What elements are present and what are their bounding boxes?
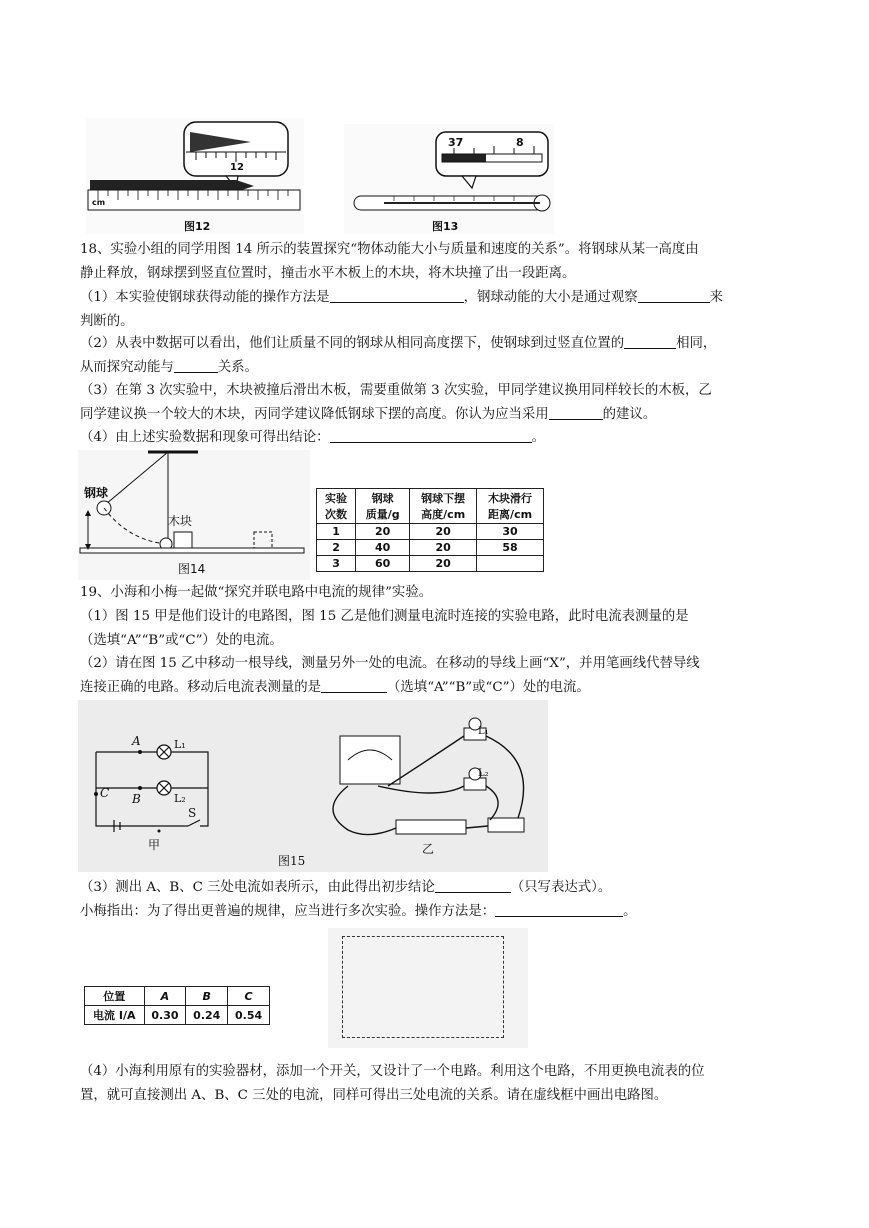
table-row bbox=[317, 540, 544, 556]
q18-line-1: 18、实验小组的同学用图 14 所示的装置探究“物体动能大小与质量和速度的关系”。将钢球从某一高度由 bbox=[80, 242, 699, 257]
table-row bbox=[317, 524, 544, 540]
table-cell: 20 bbox=[410, 524, 477, 540]
q18-part-2b bbox=[80, 358, 258, 378]
q18-p3c: 的建议。 bbox=[602, 407, 657, 422]
q18-p3b: 同学建议换一个较大的木块，丙同学建议降低钢球下摆的高度。你认为应当采用 bbox=[80, 407, 549, 422]
ruler-unit: cm bbox=[92, 198, 106, 207]
table-cell: 0.54 bbox=[228, 1006, 270, 1025]
figure-13 bbox=[344, 124, 554, 234]
q19-blank-2[interactable] bbox=[435, 878, 511, 893]
q18-part-3 bbox=[80, 405, 656, 425]
experiment-table bbox=[316, 488, 544, 572]
header-cell: 实验 次数 bbox=[317, 489, 356, 524]
header-cell: 木块滑行 距离/cm bbox=[477, 489, 544, 524]
header-cell: C bbox=[228, 987, 270, 1006]
q19-p1b: （选填“A”“B”或“C”）处的电流。 bbox=[80, 633, 283, 648]
table-cell: 40 bbox=[356, 540, 410, 556]
q19-p2a: （2）请在图 15 乙中移动一根导线，测量另外一处的电流。在移动的导线上画“X”，并用笔画线代替导线 bbox=[80, 656, 700, 671]
q18-part-4 bbox=[80, 428, 545, 448]
q19-p3c: 小梅指出：为了得出更普遍的规律，应当进行多次实验。操作方法是： bbox=[80, 904, 496, 919]
label-B: B bbox=[132, 792, 141, 806]
table-cell: 20 bbox=[410, 540, 477, 556]
dashed-frame bbox=[342, 936, 504, 1038]
q19-line-1: 19、小海和小梅一起做“探究并联电路中电流的规律”实验。 bbox=[80, 585, 433, 600]
q19-p3b: （只写表达式）。 bbox=[510, 880, 612, 895]
label-S: S bbox=[188, 806, 197, 820]
label-A: A bbox=[132, 734, 141, 748]
q19-part-3b bbox=[80, 902, 637, 922]
table-cell: 3 bbox=[317, 556, 356, 572]
table-cell: 20 bbox=[410, 556, 477, 572]
figure-14 bbox=[78, 450, 310, 580]
q19-p2b: 连接正确的电路。移动后电流表测量的是 bbox=[80, 680, 322, 695]
figure-14-caption: 图14 bbox=[178, 562, 206, 576]
q18-blank-1[interactable] bbox=[330, 288, 464, 303]
q18-blank-2[interactable] bbox=[638, 288, 710, 303]
q18-p4a: （4）由上述实验数据和现象可得出结论： bbox=[80, 430, 330, 445]
table-cell: 0.30 bbox=[144, 1006, 186, 1025]
table-cell: 电流 I/A bbox=[85, 1006, 145, 1025]
table-row bbox=[85, 1006, 270, 1025]
q18-p2a: （2）从表中数据可以看出，他们让质量不同的钢球从相同高度摆下，使钢球到过竖直位置的 bbox=[80, 336, 625, 351]
header-cell: 位置 bbox=[85, 987, 145, 1006]
table-cell: 30 bbox=[477, 524, 544, 540]
answer-box[interactable] bbox=[328, 928, 528, 1048]
q19-part-2 bbox=[80, 678, 590, 698]
q19-p3d: 。 bbox=[623, 904, 637, 919]
zoom-label: 12 bbox=[230, 162, 244, 173]
ball-label: 钢球 bbox=[84, 486, 109, 500]
q18-p2c: 从而探究动能与 bbox=[80, 360, 174, 375]
q18-part-2 bbox=[80, 334, 716, 354]
table-cell: 60 bbox=[356, 556, 410, 572]
label-L1: L₁ bbox=[174, 738, 186, 751]
table-row bbox=[317, 556, 544, 572]
q18-part-1 bbox=[80, 288, 723, 308]
table-cell: 58 bbox=[477, 540, 544, 556]
q18-p2d: 关系。 bbox=[217, 360, 258, 375]
scale-left-value: 37 bbox=[448, 136, 464, 149]
q19-p3a: （3）测出 A、B、C 三处电流如表所示，由此得出初步结论 bbox=[80, 880, 435, 895]
current-table bbox=[84, 986, 270, 1025]
header-cell: A bbox=[144, 987, 186, 1006]
q19-p4b: 置，就可直接测出 A、B、C 三处的电流，同样可得出三处电流的关系。请在虚线框中画出电路图。 bbox=[80, 1088, 668, 1103]
table-header-row bbox=[317, 489, 544, 524]
q18-p1d: 判断的。 bbox=[80, 314, 134, 329]
q18-line-2: 静止释放，钢球摆到竖直位置时，撞击水平木板上的木块，将木块撞了出一段距离。 bbox=[80, 266, 576, 281]
q19-p2c: （选填“A”“B”或“C”）处的电流。 bbox=[387, 680, 590, 695]
q18-p2b: 相同， bbox=[676, 336, 717, 351]
table-cell: 1 bbox=[317, 524, 356, 540]
header-cell: 钢球 质量/g bbox=[356, 489, 410, 524]
scale-right-value: 8 bbox=[516, 136, 524, 149]
header-cell: 钢球下摆 高度/cm bbox=[410, 489, 477, 524]
figure-13-caption: 图13 bbox=[432, 220, 459, 233]
table-header-row bbox=[85, 987, 270, 1006]
label-yi: 乙 bbox=[422, 842, 435, 856]
q18-p4b: 。 bbox=[531, 430, 545, 445]
q19-blank-3[interactable] bbox=[495, 902, 623, 917]
label-L2: L₂ bbox=[174, 792, 186, 805]
figure-15 bbox=[78, 700, 548, 872]
table-cell: 0.24 bbox=[186, 1006, 228, 1025]
header-cell: B bbox=[186, 987, 228, 1006]
table-cell bbox=[477, 556, 544, 572]
q18-blank-4[interactable] bbox=[174, 358, 218, 373]
q18-p1c: 来 bbox=[709, 290, 724, 305]
label-C: C bbox=[100, 786, 110, 800]
q18-p3a: （3）在第 3 次实验中，木块被撞后滑出木板，需要重做第 3 次实验，甲同学建议换用同样较长的木板，乙 bbox=[80, 383, 712, 398]
figure-12 bbox=[86, 118, 304, 234]
label-L2-physical: L₂ bbox=[478, 768, 489, 779]
ruler-figure bbox=[86, 118, 304, 234]
figure-12-caption: 图12 bbox=[184, 220, 211, 233]
q18-blank-6[interactable] bbox=[330, 428, 532, 443]
q18-blank-5[interactable] bbox=[549, 405, 603, 420]
q18-p1b: ，钢球动能的大小是通过观察 bbox=[463, 290, 638, 305]
table-cell: 20 bbox=[356, 524, 410, 540]
q18-p1a: （1）本实验使钢球获得动能的操作方法是 bbox=[80, 290, 330, 305]
q19-p1a: （1）图 15 甲是他们设计的电路图，图 15 乙是他们测量电流时连接的实验电路，此时电流表测量的是 bbox=[80, 609, 689, 624]
figure-15-caption: 图15 bbox=[278, 854, 306, 868]
block-label: 木块 bbox=[168, 514, 193, 528]
table-cell: 2 bbox=[317, 540, 356, 556]
label-jia: 甲 bbox=[148, 838, 161, 852]
q19-blank-1[interactable] bbox=[321, 678, 387, 693]
q19-part-3 bbox=[80, 878, 611, 898]
q19-p4a: （4）小海利用原有的实验器材，添加一个开关，又设计了一个电路。利用这个电路，不用更换电流表的位 bbox=[80, 1064, 705, 1079]
q18-blank-3[interactable] bbox=[624, 334, 676, 349]
label-L1-physical: L₁ bbox=[478, 726, 489, 737]
